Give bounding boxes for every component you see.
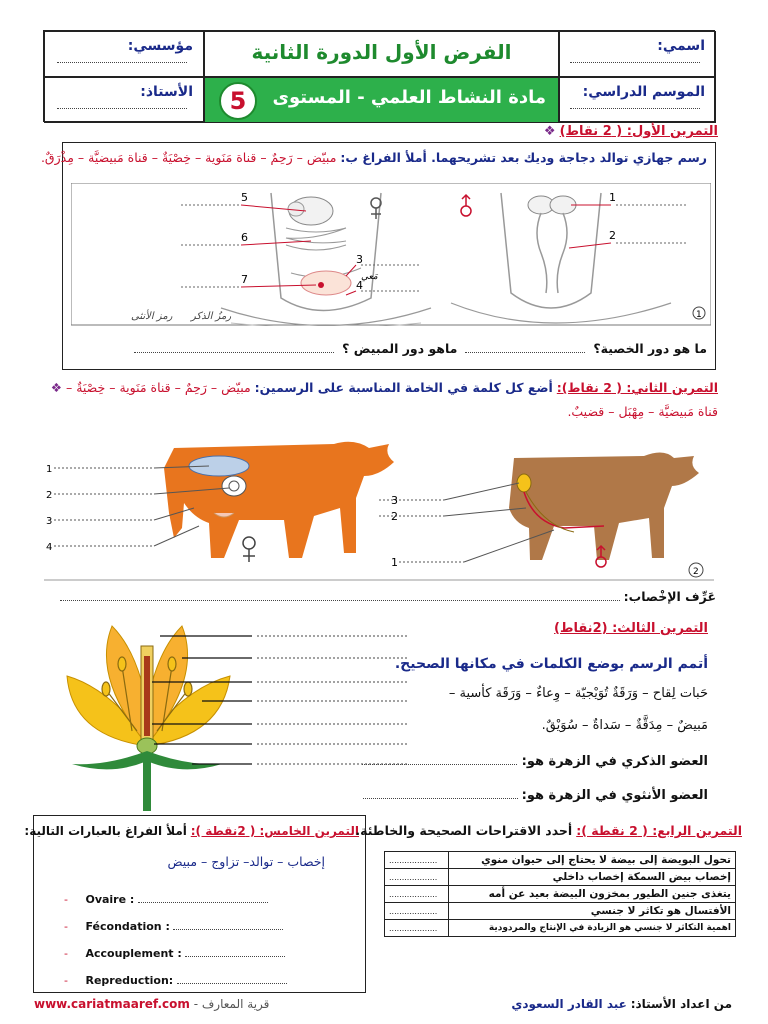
subject-cell bbox=[204, 77, 559, 123]
teacher-blank bbox=[57, 108, 187, 109]
school-blank bbox=[57, 62, 187, 63]
ex2-words-line2: قناة مَبيضيَّة – مِهْبَل – قضيبٌ. bbox=[567, 404, 718, 419]
cow-label-1: 1 bbox=[46, 464, 53, 475]
ex1-questions bbox=[134, 341, 707, 356]
answer-ovary-blank[interactable] bbox=[134, 352, 334, 353]
term-reproduction: Repreduction: bbox=[85, 974, 174, 987]
female-organ-blank[interactable] bbox=[363, 798, 518, 799]
question-ovary: ماهو دور المبيض ؟ bbox=[342, 341, 458, 356]
bull-figure bbox=[509, 452, 699, 560]
ex4-title: التمرين الرابع: ( 2 نقطة ): bbox=[576, 823, 742, 838]
ex2-heading bbox=[51, 380, 718, 395]
tf-answer-cell[interactable]: ................... bbox=[385, 852, 449, 869]
flower-diagram bbox=[52, 616, 412, 816]
teacher-label: الأستاذ: bbox=[140, 84, 193, 100]
intestine-label: مَعي bbox=[361, 272, 378, 282]
author-name: عبد القادر السعودي bbox=[511, 997, 627, 1011]
hen-label-5: 5 bbox=[241, 191, 248, 204]
define-fertilization bbox=[60, 589, 716, 604]
ex2-words: مبيّض – رَحِمٌ – قناة مَنَوية – خِصْيَةٌ – bbox=[65, 380, 251, 395]
male-organ-label: العضو الذكري في الزهرة هو: bbox=[521, 754, 708, 769]
exam-title-cell bbox=[204, 31, 559, 77]
school-label: مؤسسي: bbox=[127, 38, 193, 54]
exam-title: الفرض الأول الدورة الثانية bbox=[251, 40, 512, 64]
author-label: من اعداد الأستاذ: bbox=[630, 997, 732, 1011]
season-blank bbox=[570, 108, 700, 109]
term-row: - Ovaire : bbox=[64, 886, 287, 913]
cow-bull-diagram bbox=[44, 428, 714, 583]
bull-label-2: 2 bbox=[391, 510, 398, 523]
diamond-bullet-icon: ❖ bbox=[50, 380, 62, 395]
website-link[interactable]: www.cariatmaaref.com bbox=[34, 997, 190, 1011]
ex4-heading bbox=[355, 823, 742, 838]
tf-answer-cell[interactable]: ................... bbox=[385, 869, 449, 886]
season-cell bbox=[559, 77, 716, 123]
tf-statement: يتغذى جنين الطيور بمخزون البيضة بعيد عن أمه bbox=[449, 886, 736, 903]
diamond-bullet-icon: ❖ bbox=[543, 124, 556, 139]
ex2-figure-number: 2 bbox=[693, 567, 699, 577]
ex5-box bbox=[24, 815, 366, 993]
ex5-title: التمرين الخامس: ( 2نقطة ): bbox=[190, 824, 359, 838]
school-cell bbox=[44, 31, 204, 77]
ex2-instruction: أضع كل كلمة في الخامة المناسبة على الرسمين: bbox=[254, 380, 553, 395]
tf-row bbox=[385, 886, 736, 903]
hen-label-6: 6 bbox=[241, 231, 248, 244]
term-row: - Fécondation : bbox=[64, 913, 287, 940]
term-row: - Repreduction: bbox=[64, 967, 287, 994]
tf-row bbox=[385, 869, 736, 886]
female-organ-row bbox=[363, 788, 709, 803]
name-label: اسمي: bbox=[657, 38, 705, 54]
male-organ-blank[interactable] bbox=[362, 764, 517, 765]
hen-label-7: 7 bbox=[241, 273, 248, 286]
cow-label-3: 3 bbox=[46, 516, 53, 527]
term-ovaire: Ovaire : bbox=[85, 893, 135, 906]
hen-label-3: 3 bbox=[356, 253, 363, 266]
bull-label-3: 3 bbox=[391, 494, 398, 507]
footer-left bbox=[34, 997, 269, 1011]
term-blank[interactable] bbox=[173, 929, 283, 930]
season-label: الموسم الدراسي: bbox=[582, 84, 705, 100]
male-organ-row bbox=[362, 754, 708, 769]
cow-label-2: 2 bbox=[46, 490, 53, 501]
male-caption: رمزُ الذكر bbox=[191, 311, 232, 322]
name-blank bbox=[570, 62, 700, 63]
tf-statement: اهمية التكاثر لا جنسي هو الزيادة في الإنتاج والمردودية bbox=[449, 920, 736, 937]
ex1-words: مبيّض – رَحِمٌ – قناة مَنَوية – خِصْيَةٌ – قناة مَبيضيَّة – مِذْرَقٌ. bbox=[40, 150, 337, 165]
term-fecondation: Fécondation : bbox=[85, 920, 170, 933]
ex4-instruction: أحدد الاقتراحات الصحيحة والخاطئة. bbox=[355, 823, 573, 838]
define-blank[interactable] bbox=[60, 600, 620, 601]
ex3-words-line2: مَبيضٌ – مِدَقَّةٌ – سَداةٌ – سُوَيْقٌ. bbox=[541, 718, 708, 733]
level-badge: 5 bbox=[219, 82, 257, 120]
ex1-instruction: رسم جهازي توالد دجاجة وديك بعد تشريحهما. أملأ الفراغ ب: bbox=[340, 150, 707, 165]
female-organ-label: العضو الأنثوي في الزهرة هو: bbox=[521, 788, 708, 803]
tf-answer-cell[interactable]: ................... bbox=[385, 920, 449, 937]
ex1-title: التمرين الأول: ( 2 نقاط) bbox=[559, 124, 718, 139]
footer-right bbox=[511, 997, 732, 1011]
cow-figure bbox=[164, 442, 394, 558]
answer-testis-blank[interactable] bbox=[465, 352, 585, 353]
question-testis: ما هو دور الخصية؟ bbox=[593, 341, 707, 356]
tf-answer-cell[interactable]: ................... bbox=[385, 886, 449, 903]
rooster-label-1: 1 bbox=[609, 191, 616, 204]
true-false-table bbox=[384, 851, 736, 937]
tf-statement: الأفتسال هو تكاثر لا جنسي bbox=[449, 903, 736, 920]
tf-row bbox=[385, 852, 736, 869]
rooster-label-2: 2 bbox=[609, 229, 616, 242]
term-blank[interactable] bbox=[138, 902, 268, 903]
ex3-words-line1: حَبات لِقاح – وَرَقَةٌ تُوَيْجيّة – وِعاءٌ – وَرَقَة كأسية – bbox=[448, 686, 708, 701]
define-label: عَرِّف الإخْصاب: bbox=[623, 589, 716, 604]
ex5-words: إخصاب – توالد– تزاوج – مبيض bbox=[167, 854, 325, 869]
site-name: - قرية المعارف bbox=[193, 997, 270, 1011]
ex5-heading bbox=[24, 824, 359, 838]
subject-title: مادة النشاط العلمي - المستوى bbox=[272, 87, 546, 108]
tf-answer-cell[interactable]: ................... bbox=[385, 903, 449, 920]
name-cell bbox=[559, 31, 716, 77]
female-caption: رمز الأنثى bbox=[131, 311, 173, 322]
exam-header bbox=[43, 30, 715, 122]
ex3-instruction: أتمم الرسم بوضع الكلمات في مكانها الصحيح. bbox=[394, 656, 708, 672]
ex5-terms bbox=[64, 886, 287, 994]
tf-row bbox=[385, 903, 736, 920]
hen-label-4: 4 bbox=[356, 279, 363, 292]
female-symbol-icon bbox=[243, 537, 255, 562]
term-blank[interactable] bbox=[177, 983, 287, 984]
tf-statement: تحول البويضة إلى بيضة لا يحتاج إلى حيوان منوي bbox=[449, 852, 736, 869]
bull-label-1: 1 bbox=[391, 556, 398, 569]
bird-reproductive-diagram bbox=[71, 183, 711, 326]
ex1-box bbox=[40, 142, 716, 370]
term-row: - Accouplement : bbox=[64, 940, 287, 967]
ex5-instruction: أملأ الفراغ بالعبارات التالية: bbox=[24, 824, 187, 838]
term-blank[interactable] bbox=[185, 956, 285, 957]
teacher-cell bbox=[44, 77, 204, 123]
ex2-title: التمرين الثاني: ( 2 نقاط): bbox=[556, 380, 718, 395]
term-accouplement: Accouplement : bbox=[85, 947, 182, 960]
ex1-instruction-line bbox=[41, 150, 707, 165]
cow-label-4: 4 bbox=[46, 542, 53, 553]
tf-statement: إخصاب بيض السمكة إخصاب داخلي bbox=[449, 869, 736, 886]
tf-row bbox=[385, 920, 736, 937]
ex1-heading bbox=[544, 124, 718, 139]
ex1-figure-number: 1 bbox=[696, 310, 702, 320]
ex3-title: التمرين الثالث: (2نقاط) bbox=[554, 621, 708, 636]
